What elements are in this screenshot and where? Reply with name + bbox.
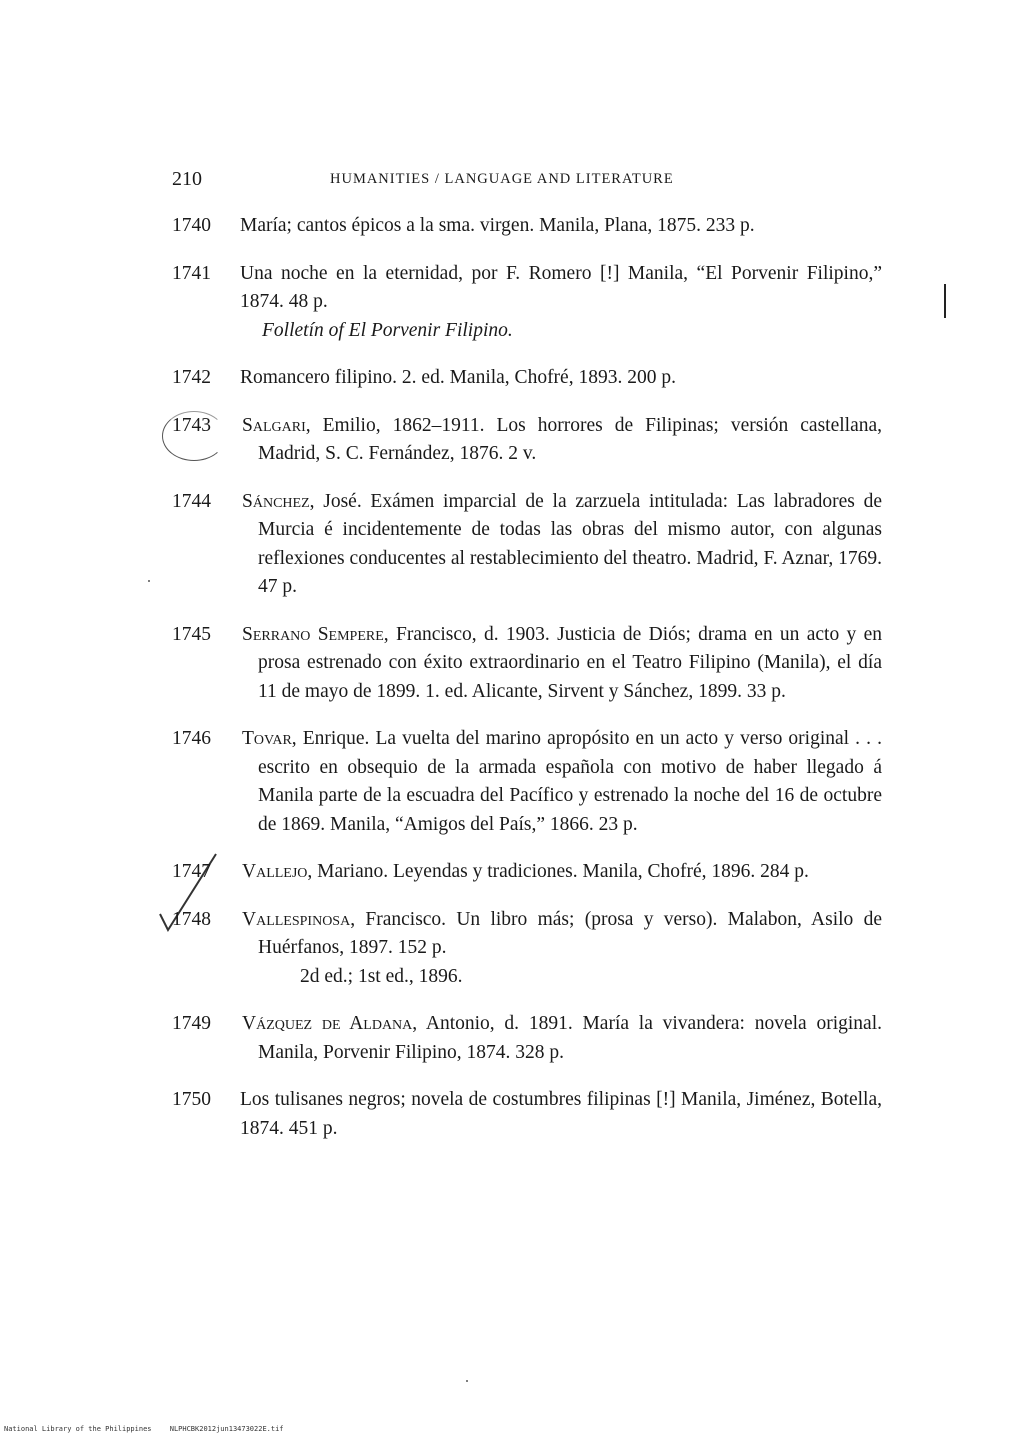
- entry-number: 1742: [172, 367, 211, 388]
- entry-author: Salgari,: [242, 414, 311, 436]
- entry-text: José. Exámen imparcial de la zarzuela intitulada: Las labradores de Murcia é incidentemente de todas las obras del mismo autor, con algunas reflexiones conducentes al restablecimiento del theatro. Madrid, F. Aznar, 1769. 47 p.: [258, 490, 882, 597]
- entry-1741: [172, 260, 882, 346]
- entry-note: Folletín of El Porvenir Filipino.: [262, 319, 513, 341]
- entry-number: 1744: [172, 490, 211, 512]
- entry-author: Tovar,: [242, 728, 297, 749]
- entry-body: [242, 488, 882, 602]
- scan-speck: [466, 1380, 468, 1382]
- entry-number: 1745: [172, 623, 211, 645]
- entry-text: Romancero filipino. 2. ed. Manila, Chofré, 1893. 200 p.: [240, 367, 676, 388]
- entry-body: [242, 412, 882, 469]
- entry-number: 1749: [172, 1013, 211, 1034]
- scan-artifact-bar: [944, 284, 946, 318]
- entry-body: [242, 1010, 882, 1067]
- entry-text: Enrique. La vuelta del marino apropósito en un acto y verso original . . . escrito en obsequio de la armada española con motivo de haber llegado á Manila parte de la escuadra del Pacífico y estrenado la noche del 16 de octubre de 1869. Manila, “Amigos del País,” 1866. 23 p.: [258, 728, 883, 835]
- entry-body: [242, 906, 882, 992]
- entry-1747: [172, 858, 882, 887]
- entry-author: Vallespinosa,: [242, 908, 356, 930]
- entry-text: Francisco. Un libro más; (prosa y verso). Malabon, Asilo de Huérfanos, 1897. 152 p.: [258, 908, 883, 958]
- entry-number: 1740: [172, 215, 211, 236]
- entry-1748: [172, 906, 882, 992]
- entry-number: 1748: [172, 908, 211, 930]
- scan-speck: [148, 580, 150, 582]
- entry-1744: [172, 488, 882, 602]
- entry-number: 1750: [172, 1089, 211, 1110]
- entry-author: Sánchez,: [242, 490, 315, 512]
- entry-text: Emilio, 1862–1911. Los horrores de Filipinas; versión castellana, Madrid, S. C. Fernández, 1876. 2 v.: [258, 414, 883, 464]
- entry-body: [242, 621, 882, 707]
- entry-1750: [172, 1086, 882, 1143]
- scan-footer: [4, 1425, 298, 1433]
- running-head: HUMANITIES / LANGUAGE AND LITERATURE: [330, 171, 674, 187]
- entry-text: Mariano. Leyendas y tradiciones. Manila, Chofré, 1896. 284 p.: [317, 861, 809, 882]
- entry-number: 1741: [172, 262, 211, 284]
- entry-1745: [172, 621, 882, 707]
- entry-number: 1746: [172, 728, 211, 749]
- page-number: 210: [172, 168, 202, 190]
- page-header: [172, 168, 882, 194]
- entry-text: Los tulisanes negros; novela de costumbres filipinas [!] Manila, Jiménez, Botella, 1874. 451 p.: [240, 1089, 882, 1139]
- entry-1740: [172, 212, 882, 241]
- entry-text: Antonio, d. 1891. María la vivandera: novela original. Manila, Porvenir Filipino, 1874. 328 p.: [258, 1013, 882, 1063]
- entry-1743: [172, 412, 882, 469]
- entry-note: 2d ed.; 1st ed., 1896.: [300, 965, 463, 987]
- entry-number: 1747: [172, 861, 211, 882]
- scan-filename: NLPHCBK2012jun13473022E.tif: [169, 1425, 284, 1433]
- entry-1746: [172, 725, 882, 839]
- entry-1749: [172, 1010, 882, 1067]
- bibliography-entries: [172, 212, 882, 1162]
- entry-author: Serrano Sempere,: [242, 623, 389, 645]
- entry-author: Vallejo,: [242, 861, 313, 882]
- entry-body: [242, 858, 882, 887]
- entry-text: María; cantos épicos a la sma. virgen. Manila, Plana, 1875. 233 p.: [240, 215, 755, 236]
- entry-body: [242, 725, 882, 839]
- entry-1742: [172, 364, 882, 393]
- entry-body: [240, 260, 882, 346]
- entry-author: Vázquez de Aldana,: [242, 1013, 418, 1034]
- entry-text: Francisco, d. 1903. Justicia de Diós; drama en un acto y en prosa estrenado con éxito extraordinario en el Teatro Filipino (Manila), el día 11 de mayo de 1899. 1. ed. Alicante, Sirvent y Sánchez, 1899. 33 p.: [258, 623, 882, 702]
- scan-source: National Library of the Philippines: [4, 1425, 152, 1433]
- entry-text: Una noche en la eternidad, por F. Romero [!] Manila, “El Porvenir Filipino,” 1874. 48 p.: [240, 262, 882, 312]
- entry-number: 1743: [172, 414, 211, 436]
